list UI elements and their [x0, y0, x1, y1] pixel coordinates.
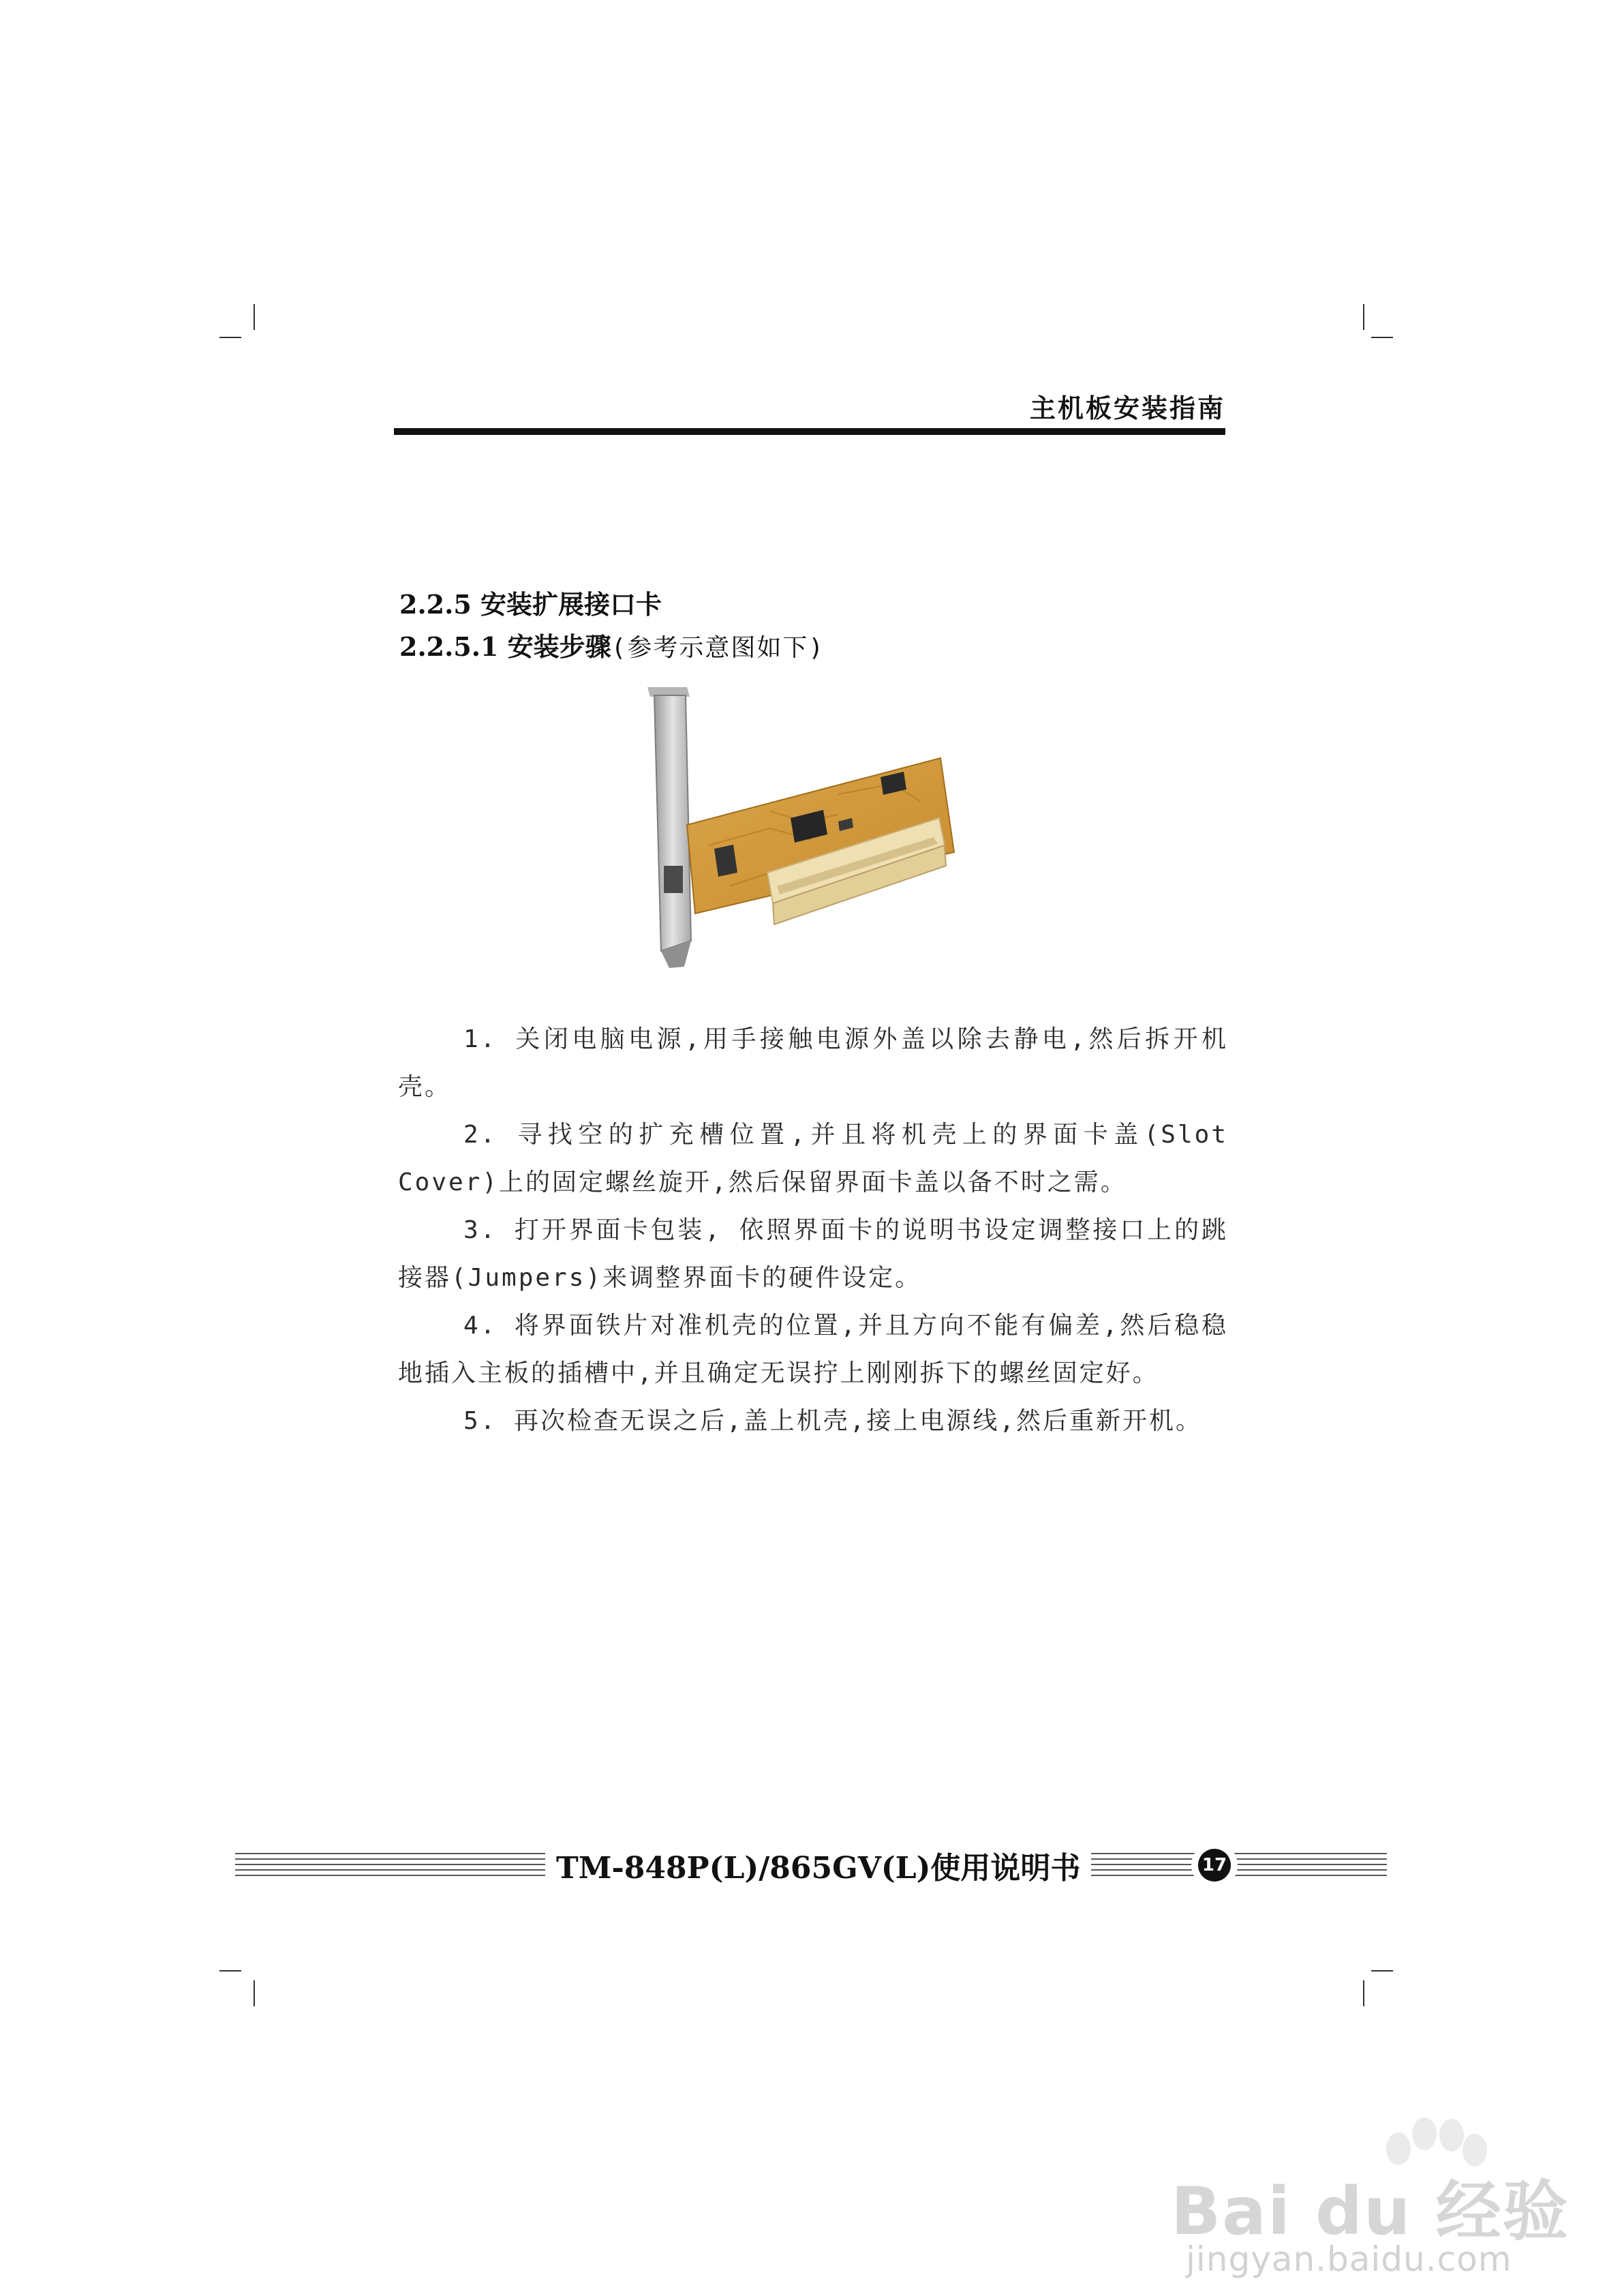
step-item-4: 4. 将界面铁片对准机壳的位置,并且方向不能有偏差,然后稳稳地插入主板的插槽中,并且确定无误拧上刚刚拆下的螺丝固定好。 — [398, 1312, 1228, 1387]
crop-mark-top-left-horizontal — [219, 337, 241, 338]
watermark-brand: Bai du 经验 — [1171, 2173, 1570, 2250]
subsection-heading-title: 2.2.5.1 安装步骤 — [399, 631, 611, 662]
crop-mark-top-left-vertical — [254, 304, 255, 330]
header-rule — [394, 428, 1225, 435]
footer-title: TM-848P(L)/865GV(L)使用说明书 — [545, 1843, 1091, 1887]
step-item-2: 2. 寻找空的扩充槽位置,并且将机壳上的界面卡盖(Slot Cover)上的固定螺丝旋开,然后保留界面卡盖以备不时之需。 — [398, 1121, 1228, 1196]
page-number-badge: 17 — [1198, 1849, 1231, 1882]
crop-mark-bottom-right-vertical — [1363, 1980, 1364, 2006]
metal-bracket — [654, 695, 691, 951]
chip-connector — [714, 845, 737, 877]
running-header-title: 主机板安装指南 — [1029, 393, 1225, 423]
crop-mark-bottom-right-horizontal — [1371, 1970, 1393, 1972]
crop-mark-bottom-left-vertical — [254, 1980, 255, 2006]
step-item-5: 5. 再次检查无误之后,盖上机壳,接上电源线,然后重新开机。 — [463, 1407, 1203, 1435]
watermark-url: jingyan.baidu.com — [1186, 2239, 1512, 2279]
installation-steps — [398, 1016, 1228, 1445]
rj45-port — [664, 866, 683, 893]
subsection-heading-note: (参考示意图如下) — [611, 634, 825, 662]
expansion-card-illustration — [634, 682, 981, 975]
crop-mark-top-right-horizontal — [1371, 337, 1393, 338]
step-item-3: 3. 打开界面卡包装, 依照界面卡的说明书设定调整接口上的跳接器(Jumpers)来调整界面卡的硬件设定。 — [398, 1216, 1228, 1292]
subsection-heading — [399, 626, 825, 663]
section-heading: 2.2.5 安装扩展接口卡 — [399, 589, 662, 620]
crop-mark-bottom-left-horizontal — [219, 1970, 241, 1972]
crop-mark-top-right-vertical — [1363, 304, 1364, 330]
step-item-1: 1. 关闭电脑电源,用手接触电源外盖以除去静电,然后拆开机壳。 — [398, 1025, 1228, 1101]
